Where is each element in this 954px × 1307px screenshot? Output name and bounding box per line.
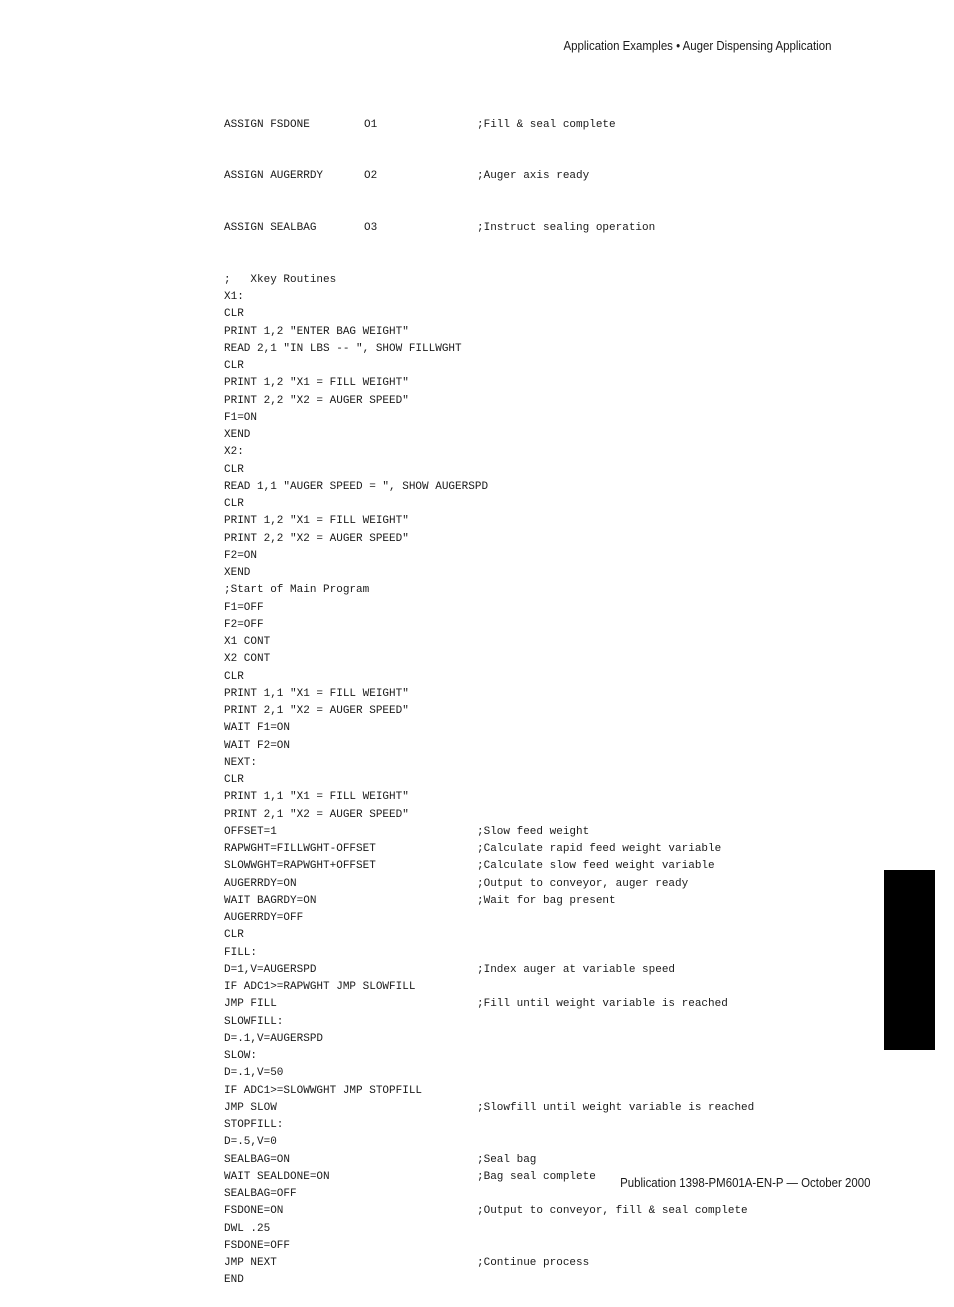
code-text: PRINT 1,2 "X1 = FILL WEIGHT"	[224, 515, 409, 528]
code-text: ASSIGN SEALBAG	[224, 222, 317, 234]
code-text: ;Start of Main Program	[224, 584, 370, 597]
code-text: X1 CONT	[224, 636, 271, 648]
code-line	[224, 720, 754, 737]
code-text: XEND	[224, 567, 251, 579]
code-comment: ;Fill & seal complete	[477, 118, 616, 131]
code-text: OFFSET=1	[224, 825, 277, 838]
code-text: FSDONE=ON	[224, 1205, 284, 1218]
code-text: SLOWFILL:	[224, 1015, 284, 1028]
code-line	[224, 1100, 754, 1117]
code-text: JMP FILL	[224, 998, 277, 1011]
code-text: JMP NEXT	[224, 1257, 277, 1269]
code-line	[224, 548, 754, 565]
code-text: PRINT 1,1 "X1 = FILL WEIGHT"	[224, 791, 409, 804]
code-text: CLR	[224, 463, 244, 476]
code-line	[224, 738, 754, 755]
code-text: ASSIGN FSDONE	[224, 118, 310, 131]
code-text: PRINT 2,1 "X2 = AUGER SPEED"	[224, 705, 409, 717]
code-line	[224, 772, 754, 789]
code-text: ; Xkey Routines	[224, 273, 337, 286]
code-line	[224, 565, 754, 582]
code-comment: ;Output to conveyor, auger ready	[477, 877, 689, 890]
code-line	[224, 1255, 754, 1272]
code-text: D=.1,V=50	[224, 1067, 284, 1080]
code-line	[224, 410, 754, 427]
code-line	[224, 272, 754, 289]
code-line	[224, 1238, 754, 1255]
code-text: CLR	[224, 498, 244, 510]
code-text: CLR	[224, 929, 244, 942]
code-line	[224, 220, 754, 237]
code-comment: ;Slow feed weight	[477, 825, 590, 838]
code-comment: ;Auger axis ready	[477, 170, 590, 183]
code-text: CLR	[224, 308, 244, 321]
code-text: AUGERRDY=OFF	[224, 912, 304, 924]
code-line	[224, 669, 754, 686]
code-text: X2:	[224, 446, 244, 459]
code-line	[224, 1272, 754, 1289]
code-text: JMP SLOW	[224, 1101, 277, 1114]
code-comment: ;Continue process	[477, 1257, 590, 1269]
code-line	[224, 358, 754, 375]
code-comment: ;Wait for bag present	[477, 894, 616, 907]
code-line	[224, 444, 754, 461]
code-text: CLR	[224, 360, 244, 372]
code-text: WAIT SEALDONE=ON	[224, 1170, 330, 1183]
code-text: READ 2,1 "IN LBS -- ", SHOW FILLWGHT	[224, 342, 462, 355]
code-text: RAPWGHT=FILLWGHT-OFFSET	[224, 843, 376, 855]
section-thumb-tab	[884, 870, 935, 1050]
code-text: SEALBAG=ON	[224, 1153, 291, 1166]
code-text: NEXT:	[224, 756, 258, 769]
code-line	[224, 117, 754, 134]
code-line	[224, 341, 754, 358]
code-text: FILL:	[224, 946, 258, 959]
publication-footer: Publication 1398-PM601A-EN-P — October 2000	[619, 1175, 870, 1190]
code-line	[224, 324, 754, 341]
code-line	[224, 289, 754, 306]
code-text: PRINT 2,2 "X2 = AUGER SPEED"	[224, 532, 409, 545]
code-text: CLR	[224, 774, 244, 786]
code-body	[224, 272, 754, 1290]
code-line	[224, 841, 754, 858]
code-text: WAIT F2=ON	[224, 739, 291, 752]
code-comment: ;Calculate rapid feed weight variable	[477, 843, 722, 855]
code-text: X1:	[224, 291, 244, 303]
code-text: IF ADC1>=RAPWGHT JMP SLOWFILL	[224, 981, 416, 993]
code-text: FSDONE=OFF	[224, 1239, 291, 1252]
code-line	[224, 945, 754, 962]
code-text: READ 1,1 "AUGER SPEED = ", SHOW AUGERSPD	[224, 480, 489, 493]
code-line	[224, 496, 754, 513]
code-line	[224, 755, 754, 772]
code-text: ASSIGN AUGERRDY	[224, 170, 324, 183]
code-comment: ;Instruct sealing operation	[477, 222, 656, 234]
code-text: AUGERRDY=ON	[224, 877, 297, 890]
code-text: STOPFILL:	[224, 1119, 284, 1131]
code-line	[224, 1031, 754, 1048]
code-line	[224, 1083, 754, 1100]
code-line	[224, 1065, 754, 1082]
code-line	[224, 479, 754, 496]
code-line	[224, 962, 754, 979]
code-text: PRINT 1,2 "X1 = FILL WEIGHT"	[224, 377, 409, 390]
code-comment: ;Fill until weight variable is reached	[477, 998, 728, 1011]
code-text: IF ADC1>=SLOWWGHT JMP STOPFILL	[224, 1084, 423, 1097]
code-text: D=.1,V=AUGERSPD	[224, 1032, 324, 1045]
code-text: PRINT 1,2 "ENTER BAG WEIGHT"	[224, 325, 409, 338]
code-line	[224, 876, 754, 893]
code-line	[224, 168, 754, 185]
code-text: F1=OFF	[224, 601, 264, 614]
code-comment: ;Slowfill until weight variable is reached	[477, 1101, 755, 1114]
code-comment: ;Seal bag	[477, 1153, 537, 1166]
code-line	[224, 375, 754, 392]
code-text: SLOW:	[224, 1050, 258, 1062]
code-text: X2 CONT	[224, 653, 271, 666]
code-text: DWL .25	[224, 1222, 271, 1235]
code-line	[224, 789, 754, 806]
code-line	[224, 807, 754, 824]
code-line	[224, 996, 754, 1013]
code-text: F2=OFF	[224, 618, 264, 631]
code-line	[224, 893, 754, 910]
code-text: WAIT BAGRDY=ON	[224, 894, 317, 907]
code-line	[224, 462, 754, 479]
code-text: PRINT 2,2 "X2 = AUGER SPEED"	[224, 394, 409, 407]
code-line	[224, 824, 754, 841]
code-text: F1=ON	[224, 411, 258, 424]
code-line	[224, 600, 754, 617]
code-comment: ;Calculate slow feed weight variable	[477, 860, 715, 873]
code-comment: ;Bag seal complete	[477, 1170, 596, 1183]
code-line	[224, 910, 754, 927]
code-line	[224, 582, 754, 599]
code-line	[224, 634, 754, 651]
code-operand: O2	[364, 170, 378, 183]
code-line	[224, 703, 754, 720]
code-text: CLR	[224, 670, 244, 683]
code-line	[224, 1134, 754, 1151]
code-line	[224, 531, 754, 548]
code-line	[224, 858, 754, 875]
code-line	[224, 1014, 754, 1031]
code-operand: O3	[364, 222, 378, 234]
code-line	[224, 513, 754, 530]
code-line	[224, 617, 754, 634]
code-line	[224, 927, 754, 944]
code-operand: O1	[364, 118, 378, 131]
code-text: SLOWWGHT=RAPWGHT+OFFSET	[224, 860, 376, 873]
code-line	[224, 393, 754, 410]
code-line	[224, 1117, 754, 1134]
code-line	[224, 1152, 754, 1169]
code-text: PRINT 2,1 "X2 = AUGER SPEED"	[224, 808, 409, 821]
code-line	[224, 979, 754, 996]
code-text: F2=ON	[224, 549, 258, 562]
code-comment: ;Output to conveyor, fill & seal complete	[477, 1205, 748, 1218]
running-header: Application Examples • Auger Dispensing Application	[563, 38, 831, 53]
code-text: END	[224, 1274, 244, 1287]
code-text: D=1,V=AUGERSPD	[224, 963, 317, 976]
code-text: SEALBAG=OFF	[224, 1188, 297, 1200]
code-line	[224, 1048, 754, 1065]
code-text: D=.5,V=0	[224, 1136, 277, 1149]
code-line	[224, 306, 754, 323]
code-line	[224, 686, 754, 703]
code-line	[224, 651, 754, 668]
code-line	[224, 1203, 754, 1220]
code-text: WAIT F1=ON	[224, 722, 291, 735]
code-comment: ;Index auger at variable speed	[477, 963, 676, 976]
code-line	[224, 1221, 754, 1238]
code-listing	[224, 82, 754, 1307]
code-line	[224, 427, 754, 444]
code-text: XEND	[224, 429, 251, 441]
code-text: PRINT 1,1 "X1 = FILL WEIGHT"	[224, 687, 409, 700]
